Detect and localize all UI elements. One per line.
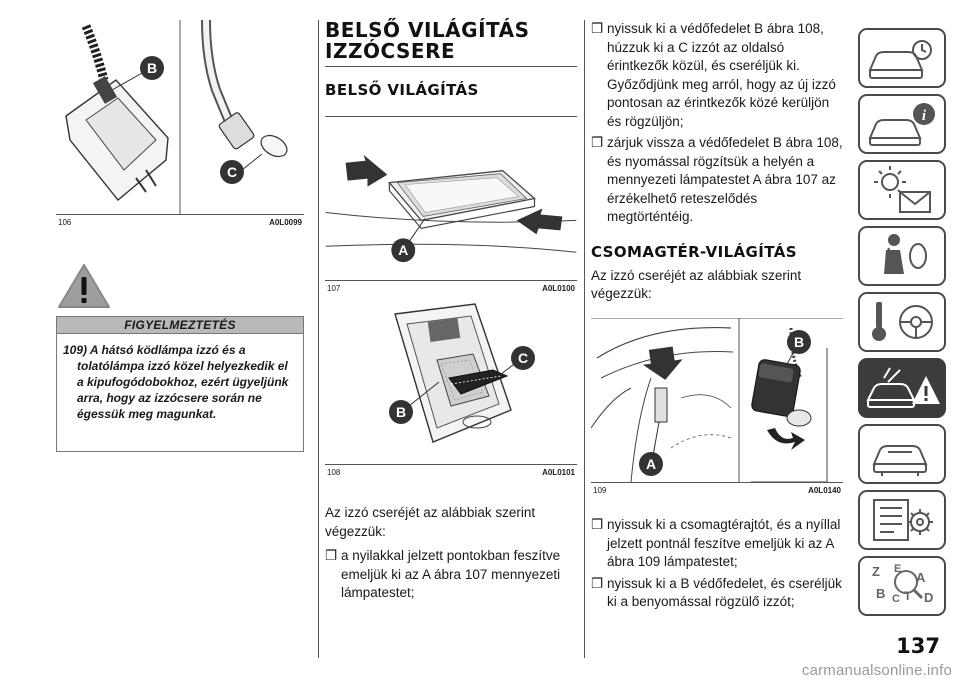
figure-108-illustration	[325, 300, 577, 478]
figure-109	[591, 318, 843, 496]
figure-number: 108	[327, 468, 341, 477]
svg-text:A: A	[916, 570, 926, 585]
tab-index[interactable]	[858, 556, 946, 616]
svg-text:T: T	[904, 589, 912, 603]
trunk-intro: Az izzó cseréjét az alábbiak szerint végezzük:	[591, 267, 802, 301]
trunk-step-2: ❐ nyissuk ki a B védőfedelet, és cseréljük ki a benyomással rögzülő izzót;	[591, 575, 842, 609]
arrow-down-109	[641, 345, 685, 382]
callout-b-109-label: B	[793, 334, 805, 350]
tab-starting-driving[interactable]	[858, 292, 946, 352]
figure-108	[325, 300, 577, 478]
trunk-step-1: ❐ nyissuk ki a csomagtérajtót, és a nyíllal jelzett pontnál feszítve emeljük ki az A ábra 109 lámpatestet;	[591, 517, 841, 569]
figure-109-caption	[591, 482, 843, 496]
figure-code: A0L0100	[542, 284, 575, 293]
figure-108-caption	[325, 464, 577, 478]
figure-code: A0L0101	[542, 468, 575, 477]
figure-107	[325, 116, 577, 294]
figure-number: 109	[593, 486, 607, 495]
tab-emergency[interactable]	[858, 358, 946, 418]
figure-number: 107	[327, 284, 341, 293]
tab-specifications[interactable]	[858, 490, 946, 550]
alphabet-index-icon	[860, 558, 944, 614]
arrow-right-107	[517, 208, 563, 234]
figure-109-illustration	[591, 318, 843, 496]
figure-code: A0L0140	[808, 486, 841, 495]
figure-code: A0L0099	[269, 218, 302, 227]
figure-106	[56, 20, 304, 228]
warning-title: FIGYELMEZTETÉS	[56, 316, 304, 334]
callout-b-106-label: B	[146, 60, 158, 76]
trunk-light-heading: CSOMAGTÉR-VILÁGÍTÁS	[591, 242, 797, 261]
car-info-icon	[860, 96, 944, 152]
checkbox-bullet: ❐	[591, 575, 604, 591]
subsection-heading: BELSŐ VILÁGÍTÁS	[325, 81, 479, 99]
callout-c-106-label: C	[226, 164, 238, 180]
callout-c-108-label: C	[517, 350, 529, 366]
middle-column	[318, 20, 576, 658]
tab-maintenance[interactable]	[858, 424, 946, 484]
checkbox-bullet: ❐	[325, 548, 338, 563]
figure-number: 106	[58, 218, 72, 227]
svg-text:B: B	[876, 586, 886, 601]
page-number: 137	[896, 634, 940, 658]
checkbox-bullet: ❐	[591, 517, 604, 532]
svg-text:Z: Z	[872, 564, 880, 579]
callout-b-108-label: B	[395, 404, 407, 420]
warning-box	[56, 316, 304, 452]
interior-step-3: ❐ zárjuk vissza a védőfedelet B ábra 108, és nyomással rögzítsük a helyén a mennyezeti lámpatestet A ábra 107 az érzékelhető reteszelődés megtörténtéig.	[591, 135, 843, 224]
watermark: carmanualsonline.info	[801, 662, 952, 679]
checkbox-bullet: ❐	[591, 135, 604, 150]
callout-a-107-label: A	[398, 242, 409, 259]
interior-step-1: ❐ a nyilakkal jelzett pontokban feszítve emeljük ki az A ábra 107 mennyezeti lámpatestet;	[325, 548, 561, 600]
tab-info[interactable]	[858, 94, 946, 154]
checkbox-bullet: ❐	[591, 21, 604, 36]
car-service-icon	[860, 426, 944, 482]
arrow-curve-109	[767, 428, 805, 450]
right-column	[584, 20, 843, 658]
arrow-left-107	[346, 155, 388, 187]
warning-body	[56, 334, 304, 452]
callout-a-109-label: A	[645, 456, 657, 472]
car-breakdown-icon	[860, 360, 944, 416]
interior-step-2: ❐ nyissuk ki a védőfedelet B ábra 108, húzzuk ki a C izzót az oldalsó érintkezők közül, és cseréljük ki. Győződjünk meg arról, hogy az új izzó pontosan az érintkezők közé kerüljön és rögzüljön;	[591, 21, 836, 129]
figure-107-illustration	[325, 117, 577, 294]
tab-dashboard[interactable]	[858, 28, 946, 88]
figure-106-caption	[56, 214, 304, 228]
warning-text: 109) A hátsó ködlámpa izzó és a tolatólámpa izzó közel helyezkedik el a kipufogódobokhoz, ezért ügyeljünk arra, hogy az izzócsere során ne égessük meg magunkat.	[63, 343, 289, 421]
svg-text:C: C	[892, 593, 900, 605]
svg-text:i: i	[921, 108, 927, 124]
svg-text:E: E	[894, 563, 902, 575]
warning-triangle-icon	[56, 262, 112, 310]
section-heading: BELSŐ VILÁGÍTÁS IZZÓCSERE	[325, 20, 577, 67]
interior-light-steps	[325, 504, 577, 606]
key-steering-wheel-icon	[860, 294, 944, 350]
tab-lights-messages[interactable]	[858, 160, 946, 220]
interior-intro: Az izzó cseréjét az alábbiak szerint végezzük:	[325, 505, 536, 539]
trunk-light-steps	[591, 516, 843, 615]
figure-106-illustration	[56, 20, 304, 228]
figure-107-caption	[325, 280, 577, 294]
seatbelt-airbag-icon	[860, 228, 944, 284]
specifications-gear-icon	[860, 492, 944, 548]
interior-light-steps-continued	[591, 20, 843, 227]
light-envelope-icon	[860, 162, 944, 218]
left-column	[56, 20, 304, 658]
svg-text:D: D	[924, 590, 934, 605]
tab-safety[interactable]	[858, 226, 946, 286]
car-dashboard-icon	[860, 30, 944, 86]
